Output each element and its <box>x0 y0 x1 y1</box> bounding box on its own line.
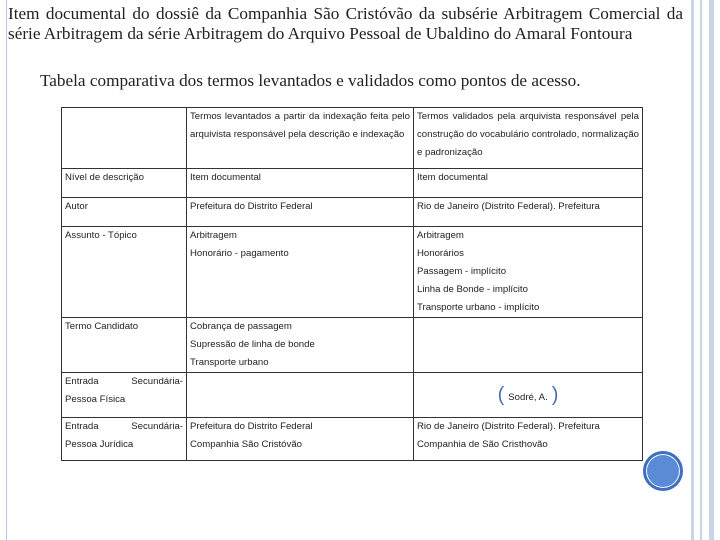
cell-validado <box>414 418 643 461</box>
cell-validado <box>414 318 643 373</box>
slide-decoration-circle <box>643 451 683 491</box>
table-row <box>62 373 643 418</box>
term: Honorário - pagamento <box>190 248 289 259</box>
row-label: Termo Candidato <box>62 318 187 373</box>
row-label-part: Pessoa Jurídica <box>65 439 134 450</box>
term: Companhia São Cristóvão <box>190 439 302 450</box>
col-header-levantados: Termos levantados a partir da indexação feita pelo arquivista responsável pela descrição e indexação <box>187 108 414 169</box>
frame-line-right <box>700 0 702 540</box>
table-corner-cell <box>62 108 187 169</box>
row-label: Autor <box>62 198 187 227</box>
row-label-part: Entrada <box>65 421 99 432</box>
term: Prefeitura do Distrito Federal <box>190 421 313 432</box>
row-label-line <box>65 418 183 436</box>
frame-line-left <box>6 0 7 540</box>
comparison-table <box>61 107 643 461</box>
col-header-validados: Termos validados pela arquivista responsável pela construção do vocabulário controlado, normalização e padronização <box>414 108 643 169</box>
cell-levantado: Prefeitura do Distrito Federal <box>187 198 414 227</box>
cell-validado <box>414 373 643 418</box>
bracketed-term <box>417 383 639 407</box>
term: Honorários <box>417 248 464 259</box>
open-bracket: ( <box>497 384 505 406</box>
table-row <box>62 318 643 373</box>
row-label: Nível de descrição <box>62 169 187 198</box>
term: Sodré, A. <box>508 392 548 403</box>
table-row <box>62 198 643 227</box>
row-label <box>62 418 187 461</box>
term: Transporte urbano <box>190 357 269 368</box>
table-caption: Tabela comparativa dos termos levantados e validados como pontos de acesso. <box>40 71 581 90</box>
row-label-part: Secundária- <box>131 376 183 387</box>
row-label-part: Pessoa Física <box>65 394 126 405</box>
page-title: Item documental do dossiê da Companhia São Cristóvão da subsérie Arbitragem Comercial da série Arbitragem da série Arbitragem do Arquivo Pessoal de Ubaldino do Amaral Fontoura <box>8 4 683 43</box>
frame-line-right <box>691 0 694 540</box>
row-label <box>62 373 187 418</box>
cell-levantado <box>187 227 414 318</box>
term: Arbitragem <box>190 230 237 241</box>
row-label-part: Secundária- <box>131 421 183 432</box>
cell-levantado <box>187 418 414 461</box>
row-label-part: Entrada <box>65 376 99 387</box>
table-header-row <box>62 108 643 169</box>
table-row <box>62 227 643 318</box>
term: Rio de Janeiro (Distrito Federal). Prefeitura <box>417 421 600 432</box>
close-bracket: ) <box>551 384 559 406</box>
row-label-line <box>65 373 183 391</box>
cell-validado: Rio de Janeiro (Distrito Federal). Prefeitura <box>414 198 643 227</box>
term: Supressão de linha de bonde <box>190 339 315 350</box>
frame-line-right <box>709 0 714 540</box>
cell-validado <box>414 227 643 318</box>
table-row <box>62 169 643 198</box>
term: Passagem - implícito <box>417 266 507 277</box>
term: Cobrança de passagem <box>190 321 292 332</box>
term: Arbitragem <box>417 230 464 241</box>
term: Linha de Bonde - implícito <box>417 284 528 295</box>
term: Transporte urbano - implícito <box>417 302 540 313</box>
row-label: Assunto - Tópico <box>62 227 187 318</box>
cell-levantado: Item documental <box>187 169 414 198</box>
cell-levantado <box>187 373 414 418</box>
cell-levantado <box>187 318 414 373</box>
term: Companhia de São Cristhovão <box>417 439 548 450</box>
cell-validado: Item documental <box>414 169 643 198</box>
table-row <box>62 418 643 461</box>
